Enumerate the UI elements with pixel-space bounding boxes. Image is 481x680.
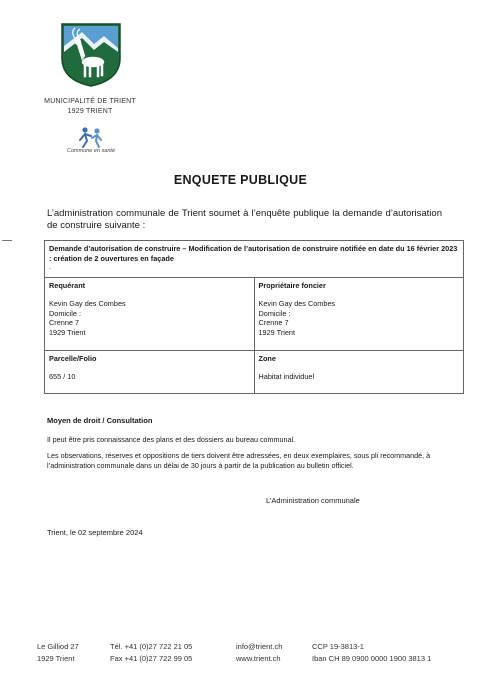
footer-bank [312,641,431,665]
owner-line: Domicile : [258,308,291,318]
applicant-heading: Requérant [49,281,86,290]
date-line: Trient, le 02 septembre 2024 [47,528,143,537]
applicant-line: Domicile : [49,308,82,318]
footer-address-line: 1929 Trient [37,654,75,663]
footer-web: www.trient.ch [236,654,281,663]
footer-ccp: CCP 19-3813-1 [312,642,364,651]
page-title: ENQUETE PUBLIQUE [173,173,308,187]
footer-email: info@trient.ch [236,642,283,651]
zone-value: Habitat individuel [258,372,315,381]
owner-line: 1929 Trient [258,327,296,337]
footer-contact [236,641,282,665]
footer-fax: Fax +41 (0)27 722 99 05 [110,654,193,663]
applicant-line: 1929 Trient [49,327,86,337]
parcel-heading: Parcelle/Folio [49,354,97,363]
health-label: Commune en santé [67,148,115,154]
legal-paragraph-2: Les observations, réserves et oppositions de tiers doivent être adressées, en deux exemplaires, sous pli recommandé, à l’administration communale dans un délai de 30 jours à partir de la publication au bulletin officiel. [47,451,431,471]
municipality-name: MUNICIPALITÉ DE TRIENT [44,98,136,105]
municipality-postal: 1929 TRIENT [67,108,113,115]
footer-address [37,641,79,665]
coat-of-arms-logo [60,22,122,88]
zone-cell [254,351,464,394]
request-table [44,240,464,394]
intro-paragraph: L’administration communale de Trient soumet à l’enquête publique la demande d’autorisation de construire suivante : [47,208,442,231]
parcel-value: 655 / 10 [49,372,76,381]
footer-iban: Iban CH 89 0900 0000 1900 3813 1 [312,654,432,663]
owner-line: Kevin Gay des Combes [258,299,336,308]
request-note: . [49,262,52,271]
footer-tel: Tél. +41 (0)27 722 21 05 [110,642,193,651]
legal-paragraph-1: Il peut être pris connaissance des plans et des dossiers au bureau communal. [47,435,296,444]
fold-mark [2,240,12,241]
footer-address-line: Le Gilliod 27 [37,642,79,651]
request-title: Demande d’autorisation de construire – Modification de l’autorisation de construire notifiée en date du 16 février 2023 : création de 2 ouvertures en façade [49,244,458,263]
health-figures-icon [76,126,106,148]
owner-cell [254,278,464,351]
footer-phone [110,641,192,665]
owner-line: Crenne 7 [258,318,289,327]
owner-heading: Propriétaire foncier [258,281,326,290]
parcel-cell [45,351,255,394]
applicant-line: Kevin Gay des Combes [49,299,126,308]
legal-heading: Moyen de droit / Consultation [47,416,153,425]
zone-heading: Zone [258,354,276,363]
applicant-cell [45,278,255,351]
signature: L’Administration communale [266,496,360,505]
applicant-line: Crenne 7 [49,318,80,327]
request-cell [45,241,464,278]
